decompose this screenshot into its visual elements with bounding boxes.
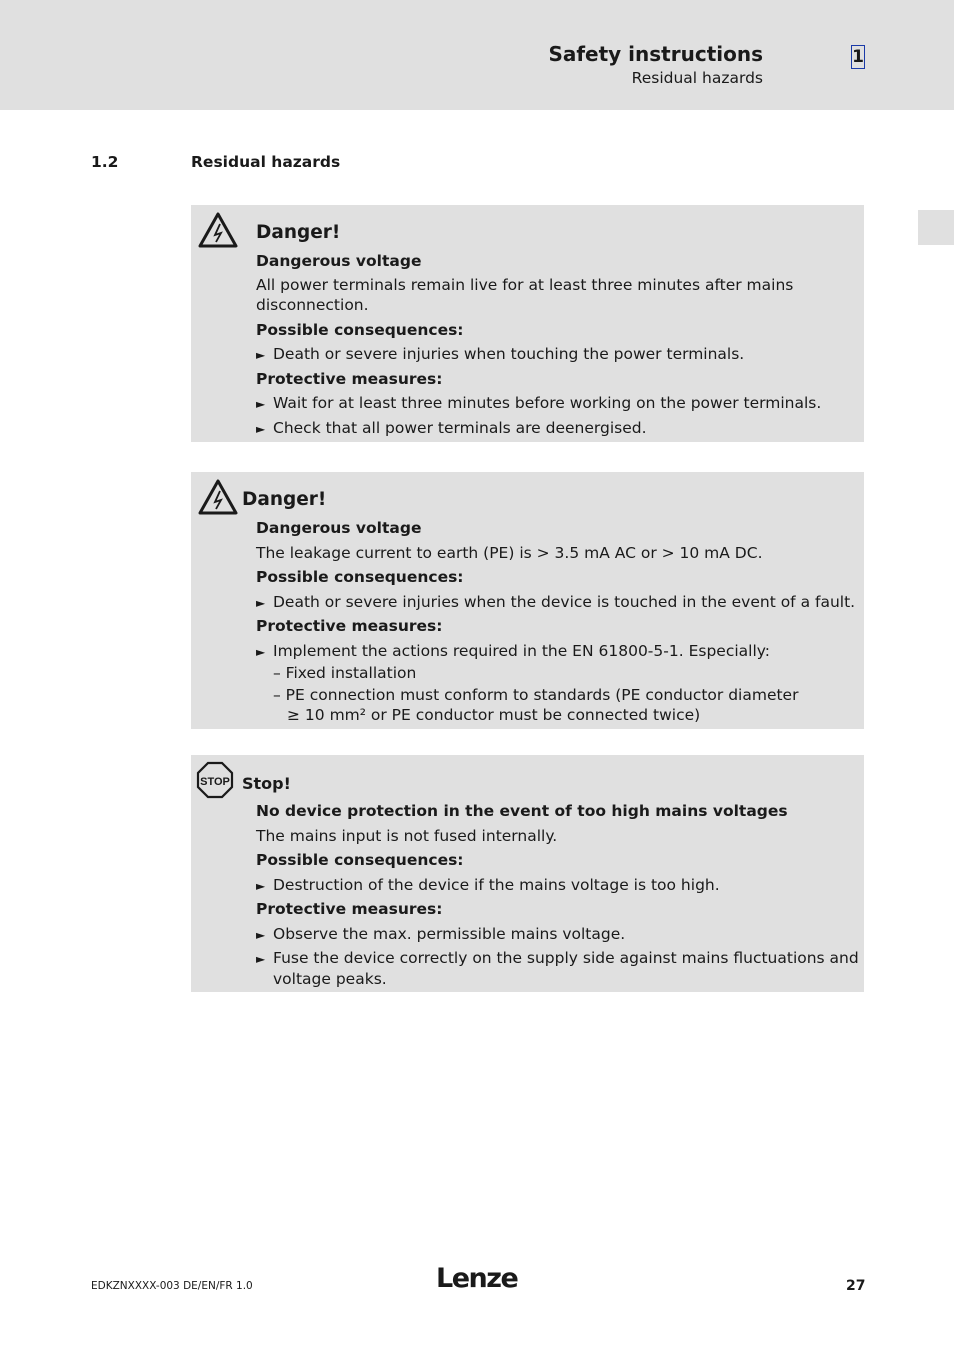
bullet-arrow: ► bbox=[256, 397, 266, 411]
box1-measure-item: ► Check that all power terminals are deenergised. bbox=[256, 419, 647, 437]
box1-subheading: Dangerous voltage bbox=[256, 252, 422, 270]
box2-subheading: Dangerous voltage bbox=[256, 519, 422, 537]
box3-measures-label: Protective measures: bbox=[256, 900, 443, 918]
bullet-arrow: ► bbox=[256, 596, 266, 610]
bullet-arrow: ► bbox=[256, 928, 266, 942]
header-band bbox=[0, 0, 954, 110]
box2-sub-item: – Fixed installation bbox=[273, 664, 417, 682]
box3-measure-item: ► Observe the max. permissible mains voltage. bbox=[256, 925, 626, 943]
box3-consequences-label: Possible consequences: bbox=[256, 851, 464, 869]
stop-icon-text: STOP bbox=[200, 776, 230, 788]
bullet-arrow: ► bbox=[256, 952, 266, 966]
danger-box-2 bbox=[191, 472, 864, 729]
box1-measures-label: Protective measures: bbox=[256, 370, 443, 388]
bullet-arrow: ► bbox=[256, 422, 266, 436]
warning-voltage-icon bbox=[197, 478, 239, 516]
bullet-arrow: ► bbox=[256, 645, 266, 659]
section-title: Residual hazards bbox=[191, 153, 341, 171]
box2-text: The leakage current to earth (PE) is > 3.5 mA AC or > 10 mA DC. bbox=[256, 544, 763, 562]
page-number: 27 bbox=[846, 1278, 866, 1294]
box1-heading: Danger! bbox=[256, 222, 341, 243]
section-number: 1.2 bbox=[91, 153, 119, 171]
box2-measures-label: Protective measures: bbox=[256, 617, 443, 635]
box1-measure-item: ► Wait for at least three minutes before working on the power terminals. bbox=[256, 394, 822, 412]
header-subtitle: Residual hazards bbox=[631, 69, 763, 87]
box1-consequences-label: Possible consequences: bbox=[256, 321, 464, 339]
box2-consequence-item: ► Death or severe injuries when the device is touched in the event of a fault. bbox=[256, 593, 856, 611]
chapter-number[interactable]: 1 bbox=[852, 47, 864, 67]
box2-sub-item: ≥ 10 mm² or PE conductor must be connected twice) bbox=[287, 706, 701, 724]
lenze-logo: Lenze bbox=[436, 1263, 518, 1294]
header-title: Safety instructions bbox=[548, 42, 763, 66]
box3-subheading: No device protection in the event of too high mains voltages bbox=[256, 802, 788, 820]
box2-consequences-label: Possible consequences: bbox=[256, 568, 464, 586]
stop-icon bbox=[196, 761, 234, 799]
danger-box-1 bbox=[191, 205, 864, 442]
stop-box bbox=[191, 755, 864, 992]
box2-measure-item: ► Implement the actions required in the EN 61800-5-1. Especially: bbox=[256, 642, 771, 660]
bullet-arrow: ► bbox=[256, 879, 266, 893]
side-tab bbox=[918, 210, 954, 245]
footer-doc-id: EDKZNXXXX-003 DE/EN/FR 1.0 bbox=[91, 1280, 253, 1292]
box1-consequence-item: ► Death or severe injuries when touching the power terminals. bbox=[256, 345, 745, 363]
box2-heading: Danger! bbox=[242, 489, 327, 510]
warning-voltage-icon bbox=[197, 211, 239, 249]
box3-consequence-item: ► Destruction of the device if the mains voltage is too high. bbox=[256, 876, 720, 894]
box3-text: The mains input is not fused internally. bbox=[256, 827, 558, 845]
box1-text: All power terminals remain live for at least three minutes after mains disconnection. bbox=[256, 276, 794, 314]
bullet-arrow: ► bbox=[256, 348, 266, 362]
box3-heading: Stop! bbox=[242, 774, 291, 793]
box3-measure-item: ► Fuse the device correctly on the supply side against mains fluctuations and voltage peaks. bbox=[256, 949, 859, 988]
box2-sub-item: – PE connection must conform to standards (PE conductor diameter bbox=[273, 686, 799, 704]
